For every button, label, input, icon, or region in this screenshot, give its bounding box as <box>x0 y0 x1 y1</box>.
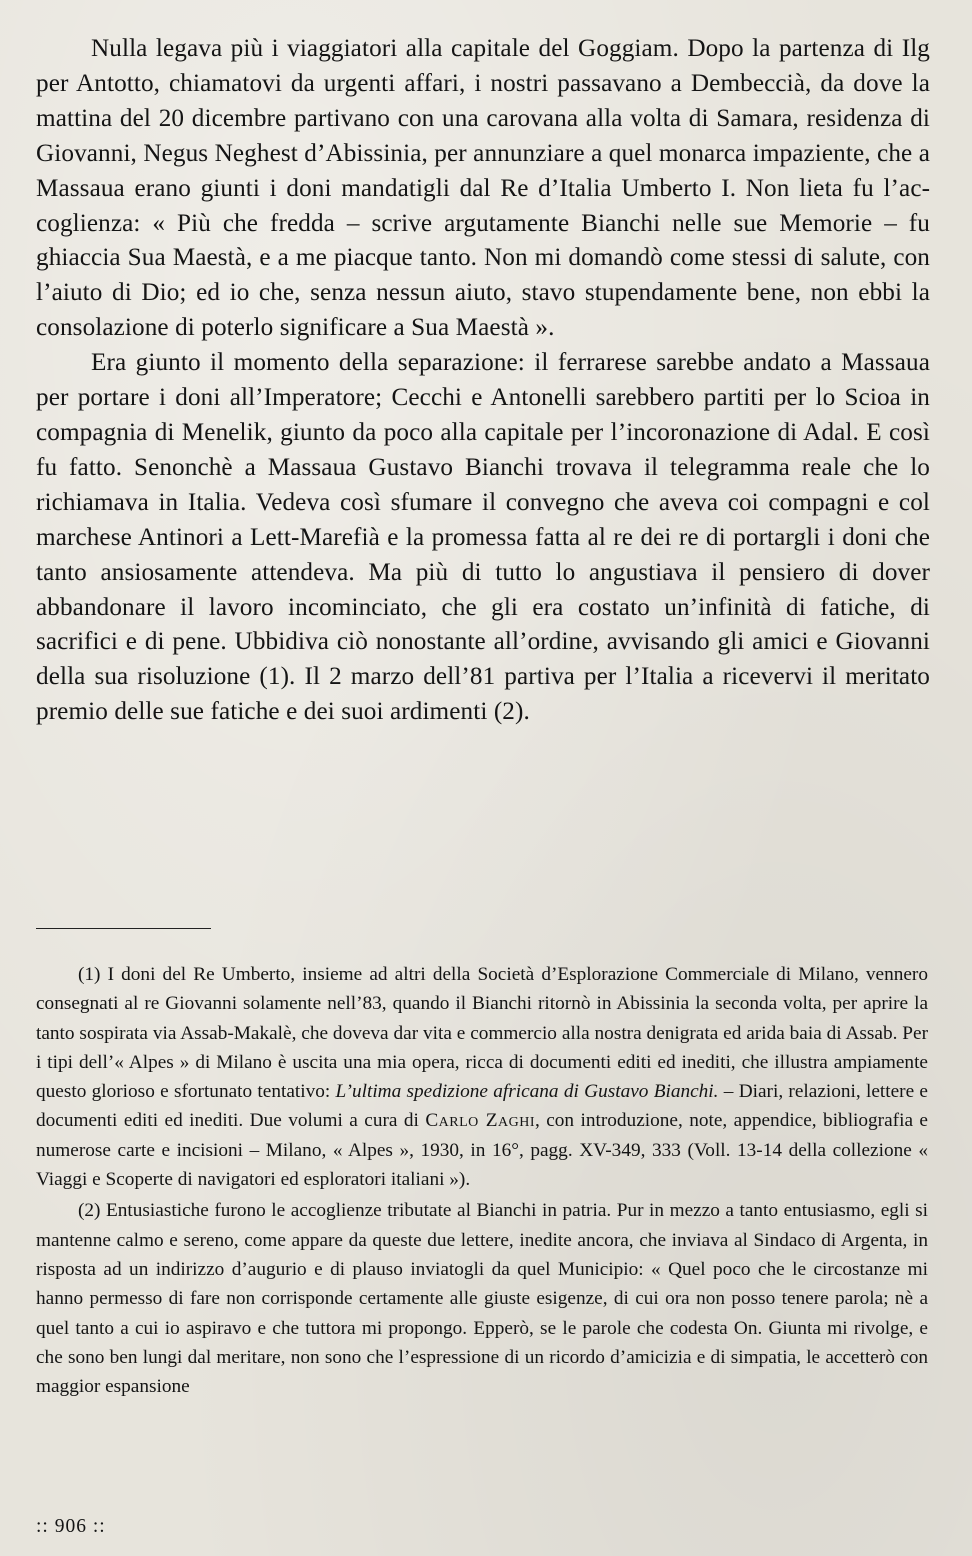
footnote-separator <box>36 928 211 929</box>
footnote-1-author: Carlo Zaghi <box>425 1110 535 1132</box>
page-number: :: 906 :: <box>36 1516 106 1537</box>
footnote-1 <box>36 960 928 1194</box>
paragraph-1: Nulla legava più i viaggiatori alla capitale del Goggiam. Dopo la partenza di Ilg per Antotto, chiamatovi da urgenti affari, i nostri passavano a Dembeccià, da dove la mattina del 20 dicembre partivano con una carovana alla volta di Samara, residenza di Giovanni, Negus Neghest d’Abissinia, per annunziare a quel monarca impaziente, che a Massaua erano giunti i doni mandatigli dal Re d’Italia Umberto I. Non lieta fu l’accoglienza: « Più che fredda – scrive argutamente Bianchi nelle sue Memorie – fu ghiaccia Sua Maestà, e a me piacque tanto. Non mi domandò come stessi di salute, con l’aiuto di Dio; ed io che, senza nessun aiuto, stavo stupendamente bene, non ebbi la consolazione di poterlo significare a Sua Maestà ». <box>36 35 930 342</box>
footnote-1-text-a: (1) I doni del Re Umberto, insieme ad altri della Società d’Esplorazione Commerciale di Milano, vennero consegnati al re Giovanni solamente nell’83, quando il Bianchi ritornò in Abissinia la seconda volta, per aprire la tanto sospirata via Assab-Makalè, che doveva dar vita e commercio alla nostra denigrata ed arida baia di Assab. Per i tipi dell’« Alpes » di Milano è uscita una mia opera, ricca di documenti editi ed inediti, che illustra ampiamente questo glorioso e sfortunato tentativo: <box>36 964 928 1103</box>
footnote-1-text-b: – Diari, relazioni, lettere e documenti editi ed inediti. Due volumi a cura di <box>36 1081 928 1132</box>
main-text <box>36 32 930 730</box>
footnotes <box>36 960 928 1401</box>
paragraph-2: Era giunto il momento della separazione: il ferrarese sarebbe andato a Massaua per portare i doni all’Imperatore; Cecchi e Antonelli sarebbero partiti per lo Scioa in compagnia di Menelik, giunto da poco alla capitale per l’incoronazione di Adal. E così fu fatto. Senonchè a Massaua Gustavo Bianchi trovava il telegramma reale che lo richiamava in Italia. Vedeva così sfumare il convegno che aveva coi compagni e col marchese Antinori a Lett-Marefià e la promessa fatta al re dei re di portargli i doni che tanto ansiosamente attendeva. Ma più di tutto lo angustiava il pensiero di dover abbandonare il lavoro incominciato, che gli era costato un’infinità di fatiche, di sacrifici e di pene. Ubbidiva ciò nonostante all’ordine, avvisando gli amici e Giovanni della sua risoluzione (1). Il 2 marzo dell’81 partiva per l’Italia a ricevervi il meritato premio delle sue fatiche e dei suoi ardimenti (2). <box>36 349 930 726</box>
footnote-1-text-c: , con introduzione, note, appendice, bibliografia e numerose carte e incisioni – Milano, « Alpes », 1930, in 16°, pagg. XV-349, 333 (Voll. 13-14 della collezione « Viaggi e Scoperte di navigatori ed esploratori italiani »). <box>36 1110 928 1191</box>
footnote-2: (2) Entusiastiche furono le accoglienze tributate al Bianchi in patria. Pur in mezzo a tanto entusiasmo, egli si mantenne calmo e sereno, come appare da queste due lettere, inedite ancora, che inviava al Sindaco di Argenta, in risposta ad un indirizzo d’augurio e di plauso inviatogli da quel Municipio: « Quel poco che le circostanze mi hanno permesso di fare non corrisponde certamente alle giuste esigenze, di cui ora non posso tenere parola; nè a quel tanto a cui io aspiravo e che tuttora mi propongo. Epperò, se le parole che codesta On. Giunta mi rivolge, e che sono ben lungi dal meritare, non sono che l’espressione di un ricordo d’amicizia e di simpatia, le accetterò con maggior espansione <box>36 1200 928 1398</box>
footnote-1-book-title: L’ultima spedizione africana di Gustavo Bianchi. <box>335 1081 719 1103</box>
